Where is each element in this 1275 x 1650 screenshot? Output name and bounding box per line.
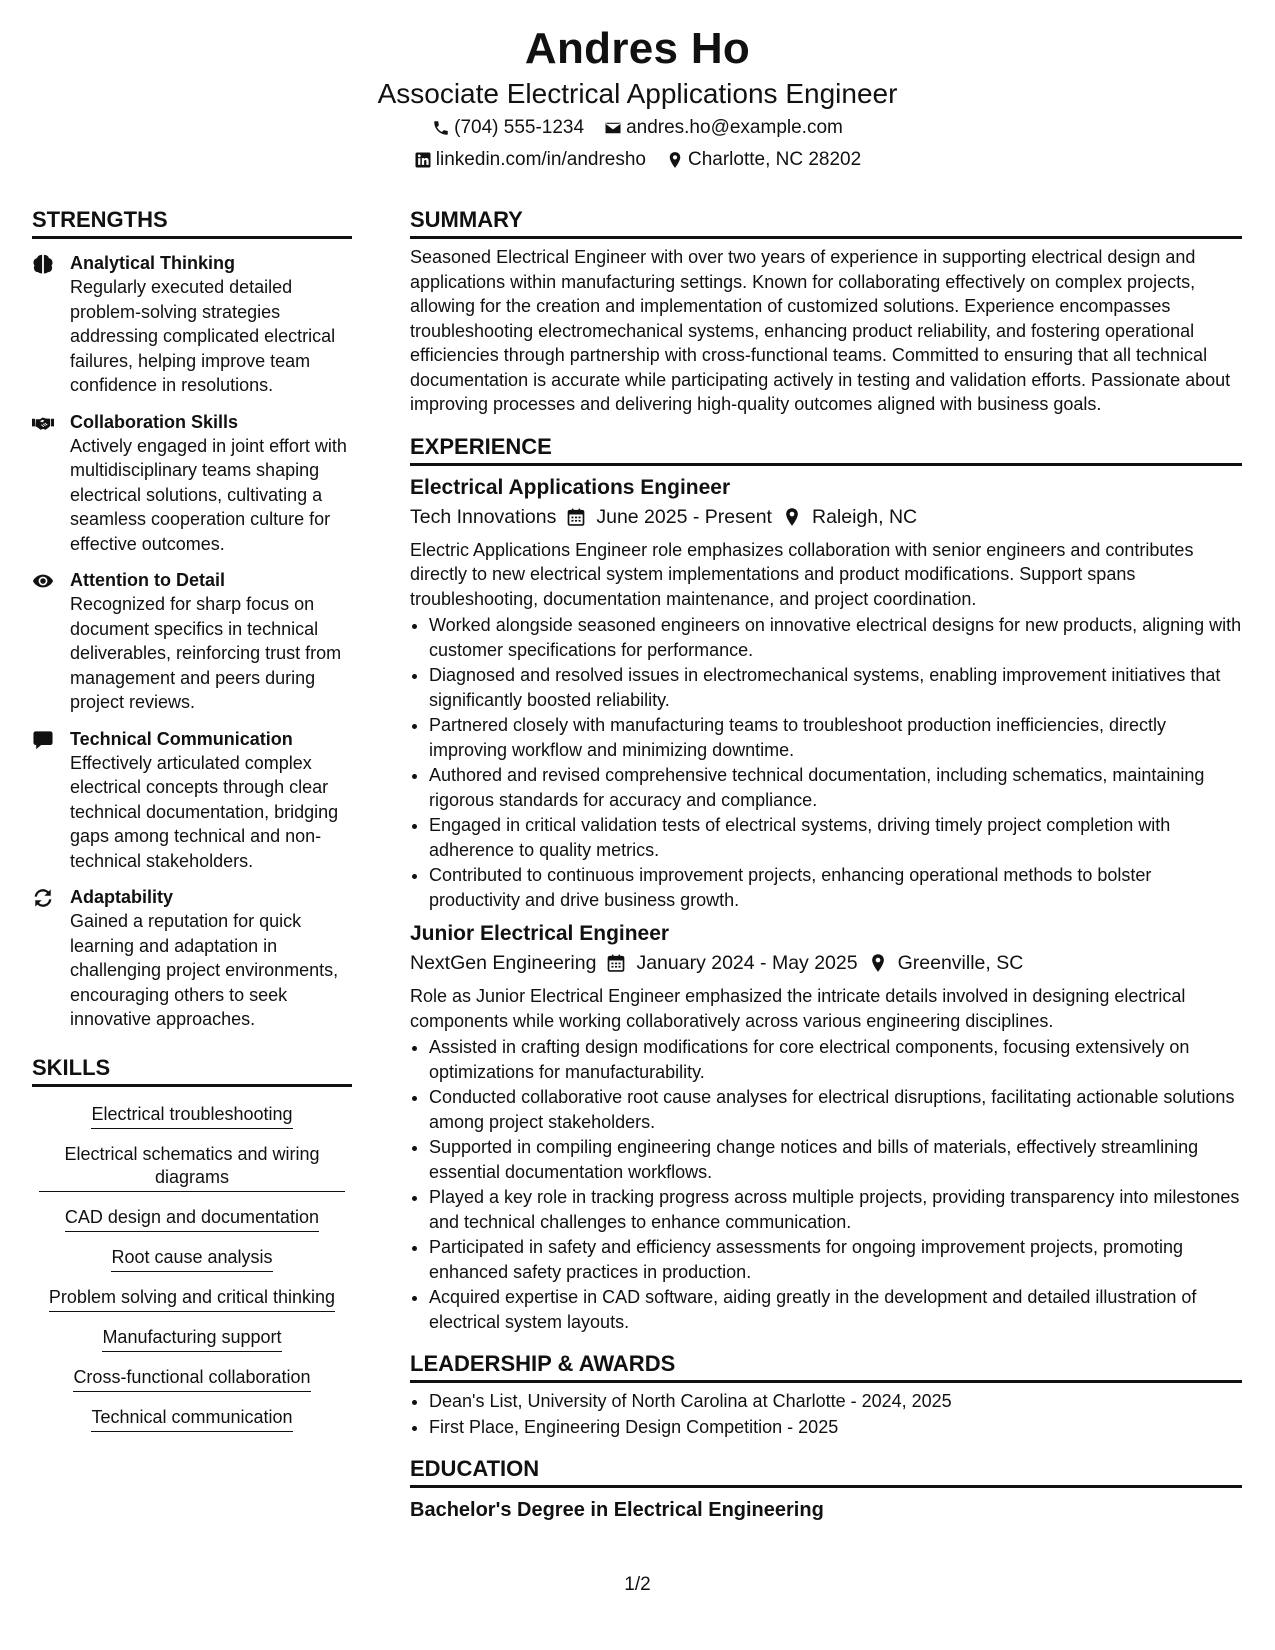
award-item: • Dean's List, University of North Carolina at Charlotte - 2024, 2025	[429, 1389, 1242, 1414]
skills-list	[32, 1093, 352, 1436]
strength-item	[32, 410, 352, 557]
skill-item: Manufacturing support	[102, 1324, 281, 1352]
skill-item: Problem solving and critical thinking	[49, 1284, 335, 1312]
job-bullet: • Contributed to continuous improvement projects, enhancing operational methods to bolster productivity and drive business growth.	[429, 863, 1242, 912]
job-description: Electric Applications Engineer role emphasizes collaboration with senior engineers and contributes directly to new electrical system implementations and product modifications. Support spans troubleshooting, documentation maintenance, and project coordination.	[410, 539, 1194, 609]
map-pin-icon	[666, 151, 684, 169]
experience-heading: EXPERIENCE	[410, 433, 1242, 466]
job-dates: January 2024 - May 2025	[636, 952, 858, 974]
awards-list	[410, 1389, 1242, 1439]
job-bullet: • Participated in safety and efficiency assessments for ongoing improvement projects, promoting enhanced safety practices in production.	[429, 1235, 1242, 1284]
job-bullet: • Engaged in critical validation tests of electrical systems, driving timely project completion with adherence to quality metrics.	[429, 813, 1242, 862]
job-bullet: • Partnered closely with manufacturing teams to troubleshoot production inefficiencies, directly improving workflow and minimizing downtime.	[429, 713, 1242, 762]
linkedin-icon	[414, 151, 432, 169]
speech-bubble-icon	[32, 727, 70, 874]
strengths-heading: STRENGTHS	[32, 206, 352, 239]
right-column	[410, 206, 1242, 1524]
job-bullet: • Played a key role in tracking progress across multiple projects, providing transparency into milestones and technical challenges to enhance communication.	[429, 1185, 1242, 1234]
job-bullets	[410, 1035, 1242, 1334]
map-pin-icon	[782, 507, 802, 527]
strength-title: Attention to Detail	[70, 570, 225, 590]
skill-item: Technical communication	[91, 1404, 292, 1432]
resume-header	[0, 22, 1275, 176]
summary-text: Seasoned Electrical Engineer with over two years of experience in supporting electrical design and applications within manufacturing settings. Known for collaborating effectively on complex projects, allowing for the creation and implementation of customized solutions. Experience encompasses troubleshooting electromechanical systems, enhancing product reliability, and fostering operational efficiencies through partnership with cross-functional teams. Committed to ensuring that all technical documentation is accurate while participating actively in testing and validation efforts. Passionate about improving processes and delivering high-quality outcomes aligned with business goals.	[410, 247, 1231, 414]
job-bullet: • Worked alongside seasoned engineers on innovative electrical designs for new products, aligning with customer specifications for performance.	[429, 613, 1242, 662]
skill-item: Cross-functional collaboration	[73, 1364, 310, 1392]
phone-icon	[432, 119, 450, 137]
strength-item	[32, 885, 352, 1032]
job-meta	[410, 948, 1242, 978]
phone-text: (704) 555-1234	[454, 117, 585, 138]
contact-row-2	[0, 144, 1275, 176]
job-location: Greenville, SC	[897, 952, 1024, 974]
awards-heading: LEADERSHIP & AWARDS	[410, 1350, 1242, 1383]
contact-location	[666, 144, 861, 176]
envelope-icon	[604, 119, 622, 137]
location-text: Charlotte, NC 28202	[687, 149, 862, 170]
job-bullet: • Acquired expertise in CAD software, aiding greatly in the development and detailed illustration of electrical system layouts.	[429, 1285, 1242, 1334]
strength-item	[32, 251, 352, 398]
skill-item: Root cause analysis	[111, 1244, 272, 1272]
strength-description: Regularly executed detailed problem-solving strategies addressing complicated electrical failures, helping improve team confidence in resolutions.	[70, 277, 336, 395]
job-title: Junior Electrical Engineer	[410, 922, 670, 945]
linkedin-text[interactable]: linkedin.com/in/andresho	[435, 149, 646, 170]
eye-icon	[32, 568, 70, 715]
strength-title: Adaptability	[70, 887, 174, 907]
job-location: Raleigh, NC	[811, 505, 918, 528]
contact-email[interactable]	[604, 112, 843, 144]
job-meta	[410, 502, 1242, 532]
candidate-title: Associate Electrical Applications Engineer	[377, 78, 898, 109]
strength-item	[32, 568, 352, 715]
calendar-icon	[566, 507, 586, 527]
job-entry	[410, 920, 1242, 1334]
job-dates: June 2025 - Present	[596, 505, 772, 528]
strength-title: Analytical Thinking	[70, 253, 236, 273]
skill-item: Electrical schematics and wiring diagrams	[39, 1141, 345, 1192]
contact-linkedin[interactable]	[414, 144, 646, 176]
contact-phone	[432, 112, 584, 144]
education-heading: EDUCATION	[410, 1455, 1242, 1488]
job-title: Electrical Applications Engineer	[410, 475, 731, 499]
job-bullets	[410, 613, 1242, 912]
map-pin-icon	[868, 953, 888, 973]
strength-description: Effectively articulated complex electrical concepts through clear technical documentation, bridging gaps among technical and non-technical stakeholders.	[70, 752, 339, 871]
strength-title: Technical Communication	[70, 728, 293, 749]
job-entry	[410, 474, 1242, 913]
refresh-icon	[32, 885, 70, 1032]
skills-heading: SKILLS	[32, 1054, 352, 1087]
strength-description: Recognized for sharp focus on document specifics in technical deliverables, reinforcing trust from management and peers during project reviews.	[70, 594, 342, 712]
job-company: Tech Innovations	[410, 505, 557, 528]
job-company: NextGen Engineering	[410, 952, 597, 974]
job-bullet: • Supported in compiling engineering change notices and bills of materials, effectively streamlining essential documentation workflows.	[429, 1135, 1242, 1184]
job-bullet: • Diagnosed and resolved issues in electromechanical systems, enabling improvement initiatives that significantly boosted reliability.	[429, 663, 1242, 712]
job-bullet: • Conducted collaborative root cause analyses for electrical disruptions, facilitating actionable solutions among project stakeholders.	[429, 1085, 1242, 1134]
contact-row-1	[0, 112, 1275, 144]
job-bullet: • Authored and revised comprehensive technical documentation, including schematics, maintaining rigorous standards for accuracy and compliance.	[429, 763, 1242, 812]
strength-item	[32, 727, 352, 874]
email-text[interactable]: andres.ho@example.com	[626, 117, 843, 138]
job-bullet: • Assisted in crafting design modifications for core electrical components, focusing extensively on optimizations for manufacturability.	[429, 1035, 1242, 1084]
award-item: • First Place, Engineering Design Competition - 2025	[429, 1415, 1242, 1440]
brain-icon	[32, 251, 70, 398]
skill-item: Electrical troubleshooting	[91, 1101, 292, 1129]
candidate-name: Andres Ho	[524, 24, 751, 73]
strength-description: Gained a reputation for quick learning and adaptation in challenging project environments, encouraging others to seek innovative approaches.	[70, 911, 339, 1029]
strength-title: Collaboration Skills	[70, 411, 239, 432]
job-description: Role as Junior Electrical Engineer emphasized the intricate details involved in designing electrical components while working collaboratively across various engineering disciplines.	[410, 986, 1186, 1031]
left-column	[32, 206, 352, 1436]
skill-item: CAD design and documentation	[65, 1204, 319, 1232]
strength-description: Actively engaged in joint effort with multidisciplinary teams shaping electrical solutions, cultivating a seamless cooperation culture for effective outcomes.	[70, 435, 347, 554]
handshake-icon	[32, 410, 70, 557]
calendar-icon	[606, 953, 626, 973]
summary-heading: SUMMARY	[410, 206, 1242, 239]
education-degree: Bachelor's Degree in Electrical Engineering	[410, 1499, 824, 1521]
page-number: 1/2	[624, 1574, 651, 1595]
